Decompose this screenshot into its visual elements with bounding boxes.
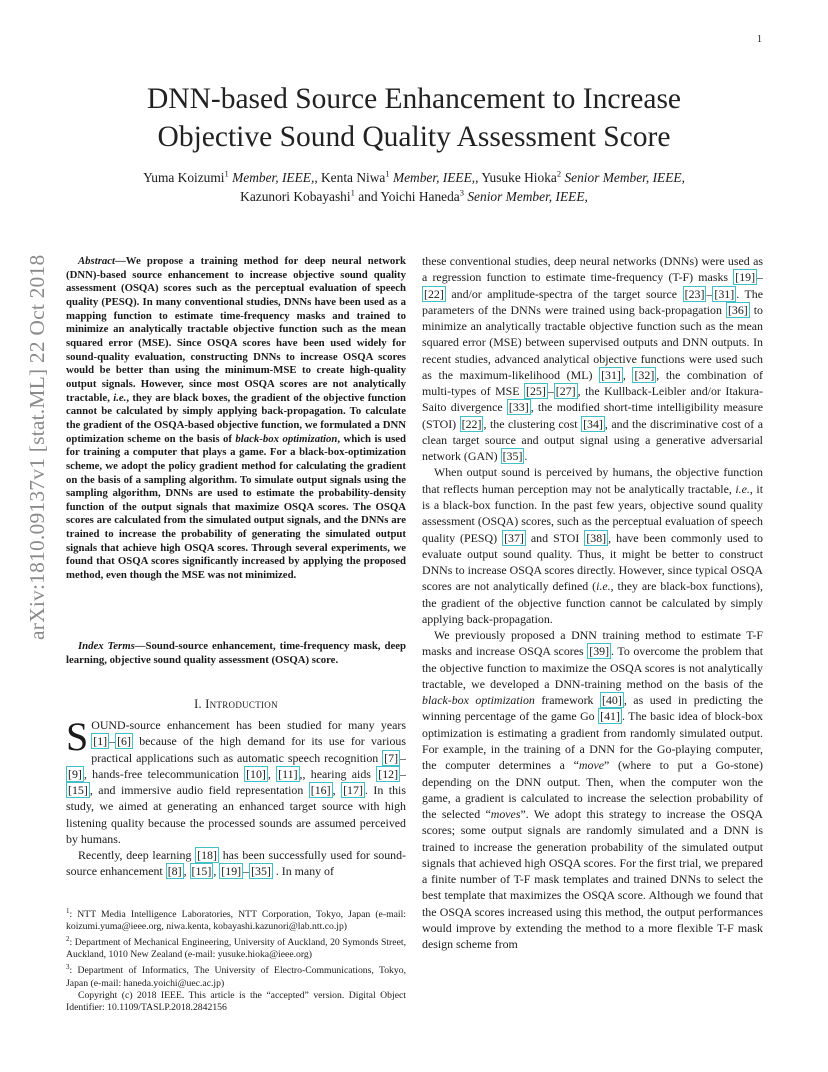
page-number: 1 bbox=[757, 34, 762, 45]
footnotes: $^1$: NTT Media Intelligence Laboratories, NTT Corporation, Tokyo, Japan (e-mail: koizumi.yuma@ieee.org, niwa.kenta, kobayashi.kazunori@lab.ntt.co.jp) $^2$: Department of Mechanical Engineering, University of Auckland, 20 Symonds Street, Auckland, 1010 New Zealand (e-mail: yusuke.hioka@ieee.org) $^3$: Department of Informatics, The University of Electro-Communications, Tokyo, Japan (e-mail: haneda.yoichi@uec.ac.jp) Copyright (c) 2018 IEEE. This article is the “accepted” version. Digital Object Identifier: 10.1109/TASLP.2018.2842156 bbox=[66, 907, 406, 1013]
citation-link[interactable]: [40] bbox=[602, 693, 622, 708]
citation-link[interactable]: [33] bbox=[508, 400, 529, 415]
citation-link[interactable]: [38] bbox=[586, 530, 607, 545]
citation-link[interactable]: [15] bbox=[191, 864, 212, 879]
footnote-affiliation-1: : NTT Media Intelligence Laboratories, NTT Corporation, Tokyo, Japan (e-mail: koizumi.yuma@ieee.org, niwa.kenta, kobayashi.kazunori@lab.ntt.co.jp) bbox=[66, 909, 406, 933]
citation-link[interactable]: [10] bbox=[246, 766, 266, 781]
citation-link[interactable]: [27] bbox=[555, 384, 576, 399]
affiliation-mark: 2 bbox=[556, 168, 562, 179]
citation-link[interactable]: [35] bbox=[502, 449, 523, 464]
author-role: Senior Member, IEEE, bbox=[467, 189, 588, 204]
citation-link[interactable]: [35] bbox=[251, 864, 271, 879]
arxiv-stamp: arXiv:1810.09137v1 [stat.ML] 22 Oct 2018 bbox=[25, 254, 49, 640]
abstract: Abstract—We propose a training method for deep neural network (DNN)-based source enhancement to increase objective sound quality assessment (OSQA) scores such as the perceptual evaluation of speech quality (PESQ). In many conventional studies, DNNs have been used as a mapping function to estimate time-frequency masks and trained to minimize an analytically tractable objective function such as the mean squared error (MSE). Since OSQA scores have been used widely for sound-quality evaluation, constructing DNNs to increase OSQA scores would be better than using the minimum-MSE to create high-quality output signals. However, since most OSQA scores are not analytically tractable, i.e., they are black boxes, the gradient of the objective function cannot be calculated by simply applying back-propagation. To calculate the gradient of the OSQA-based objective function, we formulated a DNN optimization scheme on the basis of black-box optimization, which is used for training a computer that plays a game. For a black-box-optimization scheme, we adopt the policy gradient method for calculating the gradient on the basis of a sampling algorithm. To simulate output signals using the sampling algorithm, DNNs are used to estimate the probability-density function of the output signals that maximize OSQA scores. The OSQA scores are calculated from the simulated output signals, and the DNNs are trained to increase the probability of generating the simulated output signals that achieve high OSQA scores. Through several experiments, we found that OSQA scores significantly increased by applying the proposed method, even though the MSE was not minimized. bbox=[66, 255, 407, 582]
author-name: Yoichi Haneda bbox=[380, 189, 460, 204]
citation-link[interactable]: [25] bbox=[526, 384, 546, 399]
citation-link[interactable]: [6] bbox=[117, 734, 131, 749]
citation-link[interactable]: [39] bbox=[589, 644, 610, 659]
citation-link[interactable]: [22] bbox=[461, 416, 482, 431]
footnote-affiliation-2: : Department of Mechanical Engineering, University of Auckland, 20 Symonds Street, Auckland, 1010 New Zealand (e-mail: yusuke.hioka@ieee.org) bbox=[66, 937, 406, 961]
right-column-text: these conventional studies, deep neural networks (DNNs) were used as a regression function to estimate time-frequency (T-F) masks [19] –[22] and/or amplitude-spectra of the target source [23] – [31] . The parameters of the DNNs were trained using back-propagation [36] to minimize an analytically tractable objective function such as the mean squared error (MSE) between supervised outputs and DNN outputs. In recent studies, advanced analytical objective functions were used such as the maximum-likelihood (ML) [31] , [32] , the combination of multi-types of MSE [25] – [27] , the Kullback-Leibler and/or Itakura-Saito divergence [33] , the modified short-time intelligibility measure (STOI) [22] , the clustering cost [34] , and the discriminative cost of a clean target source and output signal using a generative adversarial network (GAN) [35] . When output sound is perceived by humans, the objective function that reflects human perception may not be analytically tractable, i.e., it is a black-box function. In the past few years, objective sound quality assessment (OSQA) scores, such as the perceptual evaluation of speech quality (PESQ) [37] and STOI [38] , have been commonly used to evaluate output sound quality. Thus, it might be better to construct DNNs to increase OSQA scores directly. However, since typical OSQA scores are not analytically defined (i.e., they are black-box functions), the gradient of the objective function cannot be calculated by simply applying back-propagation. We previously proposed a DNN training method to estimate T-F masks and increase OSQA scores [39] . To overcome the problem that the objective function to maximize the OSQA scores is not analytically tractable, we developed a DNN-training method on the basis of the black-box optimization framework [40] , as used in predicting the winning percentage of the game Go [41] . The basic idea of block-box optimization is estimating a gradient from randomly simulated output. For example, in the training of a DNN for the Go-playing computer, the computer determines a “move” (where to put a Go-stone) depending on the DNN output. Then, when the computer won the game, a gradient is calculated to increase the selection probability of the selected “moves”. We adopt this strategy to increase the OSQA scores; some output signals are randomly simulated and a DNN is trained to increase the generation probability of the simulated output signals that achieved high OSQA scores. For the first trial, we prepared a finite number of T-F mask templates and trained DNNs to select the best template that maximizes the OSQA score. Although we found that the OSQA scores increased using this method, the output performances would improve by extending the method to a more flexible T-F mask design scheme from bbox=[422, 254, 764, 952]
drop-cap: S bbox=[66, 714, 89, 759]
introduction-text: SOUND-source enhancement has been studied for many years [1] – [6] because of the high demand for its use for various practical applications such as automatic speech recognition [7] –[9] , hands-free telecommunication [10] , [11] ,, hearing aids [12] –[15] , and immersive audio field representation [16] , [17] . In this study, we aimed at generating an enhanced target source with high listening quality because the processed sounds are assumed perceived by humans. Recently, deep learning [18] has been successfully used for sound-source enhancement [8] , [15] , [19] – [35] . In many of bbox=[66, 714, 406, 879]
title-line-1: DNN-based Source Enhancement to Increase bbox=[146, 83, 682, 115]
affiliation-mark: 3 bbox=[459, 187, 464, 198]
citation-link[interactable]: [19] bbox=[735, 270, 756, 285]
title-line-2: Objective Sound Quality Assessment Score bbox=[157, 121, 671, 153]
copyright-notice: Copyright (c) 2018 IEEE. This article is the “accepted” version. Digital Object Identifier: 10.1109/TASLP.2018.2842156 bbox=[66, 989, 406, 1013]
citation-link[interactable]: [16] bbox=[310, 783, 331, 798]
index-terms: Index Terms—Sound-source enhancement, time-frequency mask, deep learning, objective sound quality assessment (OSQA) score. bbox=[66, 640, 407, 666]
footnote-affiliation-3: : Department of Informatics, The University of Electro-Communications, Tokyo, Japan (e-mail: haneda.yoichi@uec.ac.jp) bbox=[66, 965, 406, 989]
author-role: Senior Member, IEEE, bbox=[564, 170, 685, 185]
abstract-label: Abstract bbox=[78, 255, 116, 267]
citation-link[interactable]: [17] bbox=[343, 783, 363, 798]
affiliation-mark: 1 bbox=[385, 168, 390, 179]
citation-link[interactable]: [41] bbox=[600, 709, 620, 724]
citation-link[interactable]: [31] bbox=[714, 286, 735, 301]
author-name: Yusuke Hioka bbox=[481, 170, 557, 185]
citation-link[interactable]: [8] bbox=[167, 864, 182, 879]
author-role: Member, IEEE, bbox=[232, 170, 315, 185]
citation-link[interactable]: [7] bbox=[384, 750, 399, 765]
citation-link[interactable]: [36] bbox=[727, 302, 748, 317]
affiliation-mark: 1 bbox=[350, 187, 355, 198]
author-role: Member, IEEE, bbox=[392, 170, 476, 185]
author-name: Yuma Koizumi bbox=[143, 170, 225, 185]
citation-link[interactable]: [12] bbox=[378, 766, 399, 781]
index-terms-label: Index Terms bbox=[78, 640, 135, 652]
affiliation-mark: 1 bbox=[224, 168, 229, 179]
author-name: Kazunori Kobayashi bbox=[240, 189, 351, 204]
citation-link[interactable]: [31] bbox=[601, 367, 621, 382]
citation-link[interactable]: [22] bbox=[424, 286, 444, 301]
citation-link[interactable]: [9] bbox=[68, 766, 82, 781]
citation-link[interactable]: [1] bbox=[93, 734, 108, 749]
author-list: Yuma Koizumi$^1$ Member, IEEE,, Kenta Niwa$^1$ Member, IEEE,, Yusuke Hioka$^2$ Senior Member, IEEE, Kazunori Kobayashi$^1$ and Yoichi Haneda$^3$ Senior Member, IEEE, bbox=[143, 168, 685, 204]
citation-link[interactable]: [34] bbox=[583, 416, 603, 431]
citation-link[interactable]: [32] bbox=[634, 367, 655, 382]
citation-link[interactable]: [11] bbox=[278, 766, 298, 781]
citation-link[interactable]: [15] bbox=[68, 783, 88, 798]
citation-link[interactable]: [37] bbox=[504, 530, 524, 545]
section-heading: I. Introduction bbox=[194, 697, 278, 711]
author-name: Kenta Niwa bbox=[321, 170, 386, 185]
citation-link[interactable]: [18] bbox=[197, 848, 217, 863]
paper-title bbox=[60, 80, 768, 156]
citation-link[interactable]: [19] bbox=[221, 864, 242, 879]
citation-link[interactable]: [23] bbox=[684, 286, 705, 301]
